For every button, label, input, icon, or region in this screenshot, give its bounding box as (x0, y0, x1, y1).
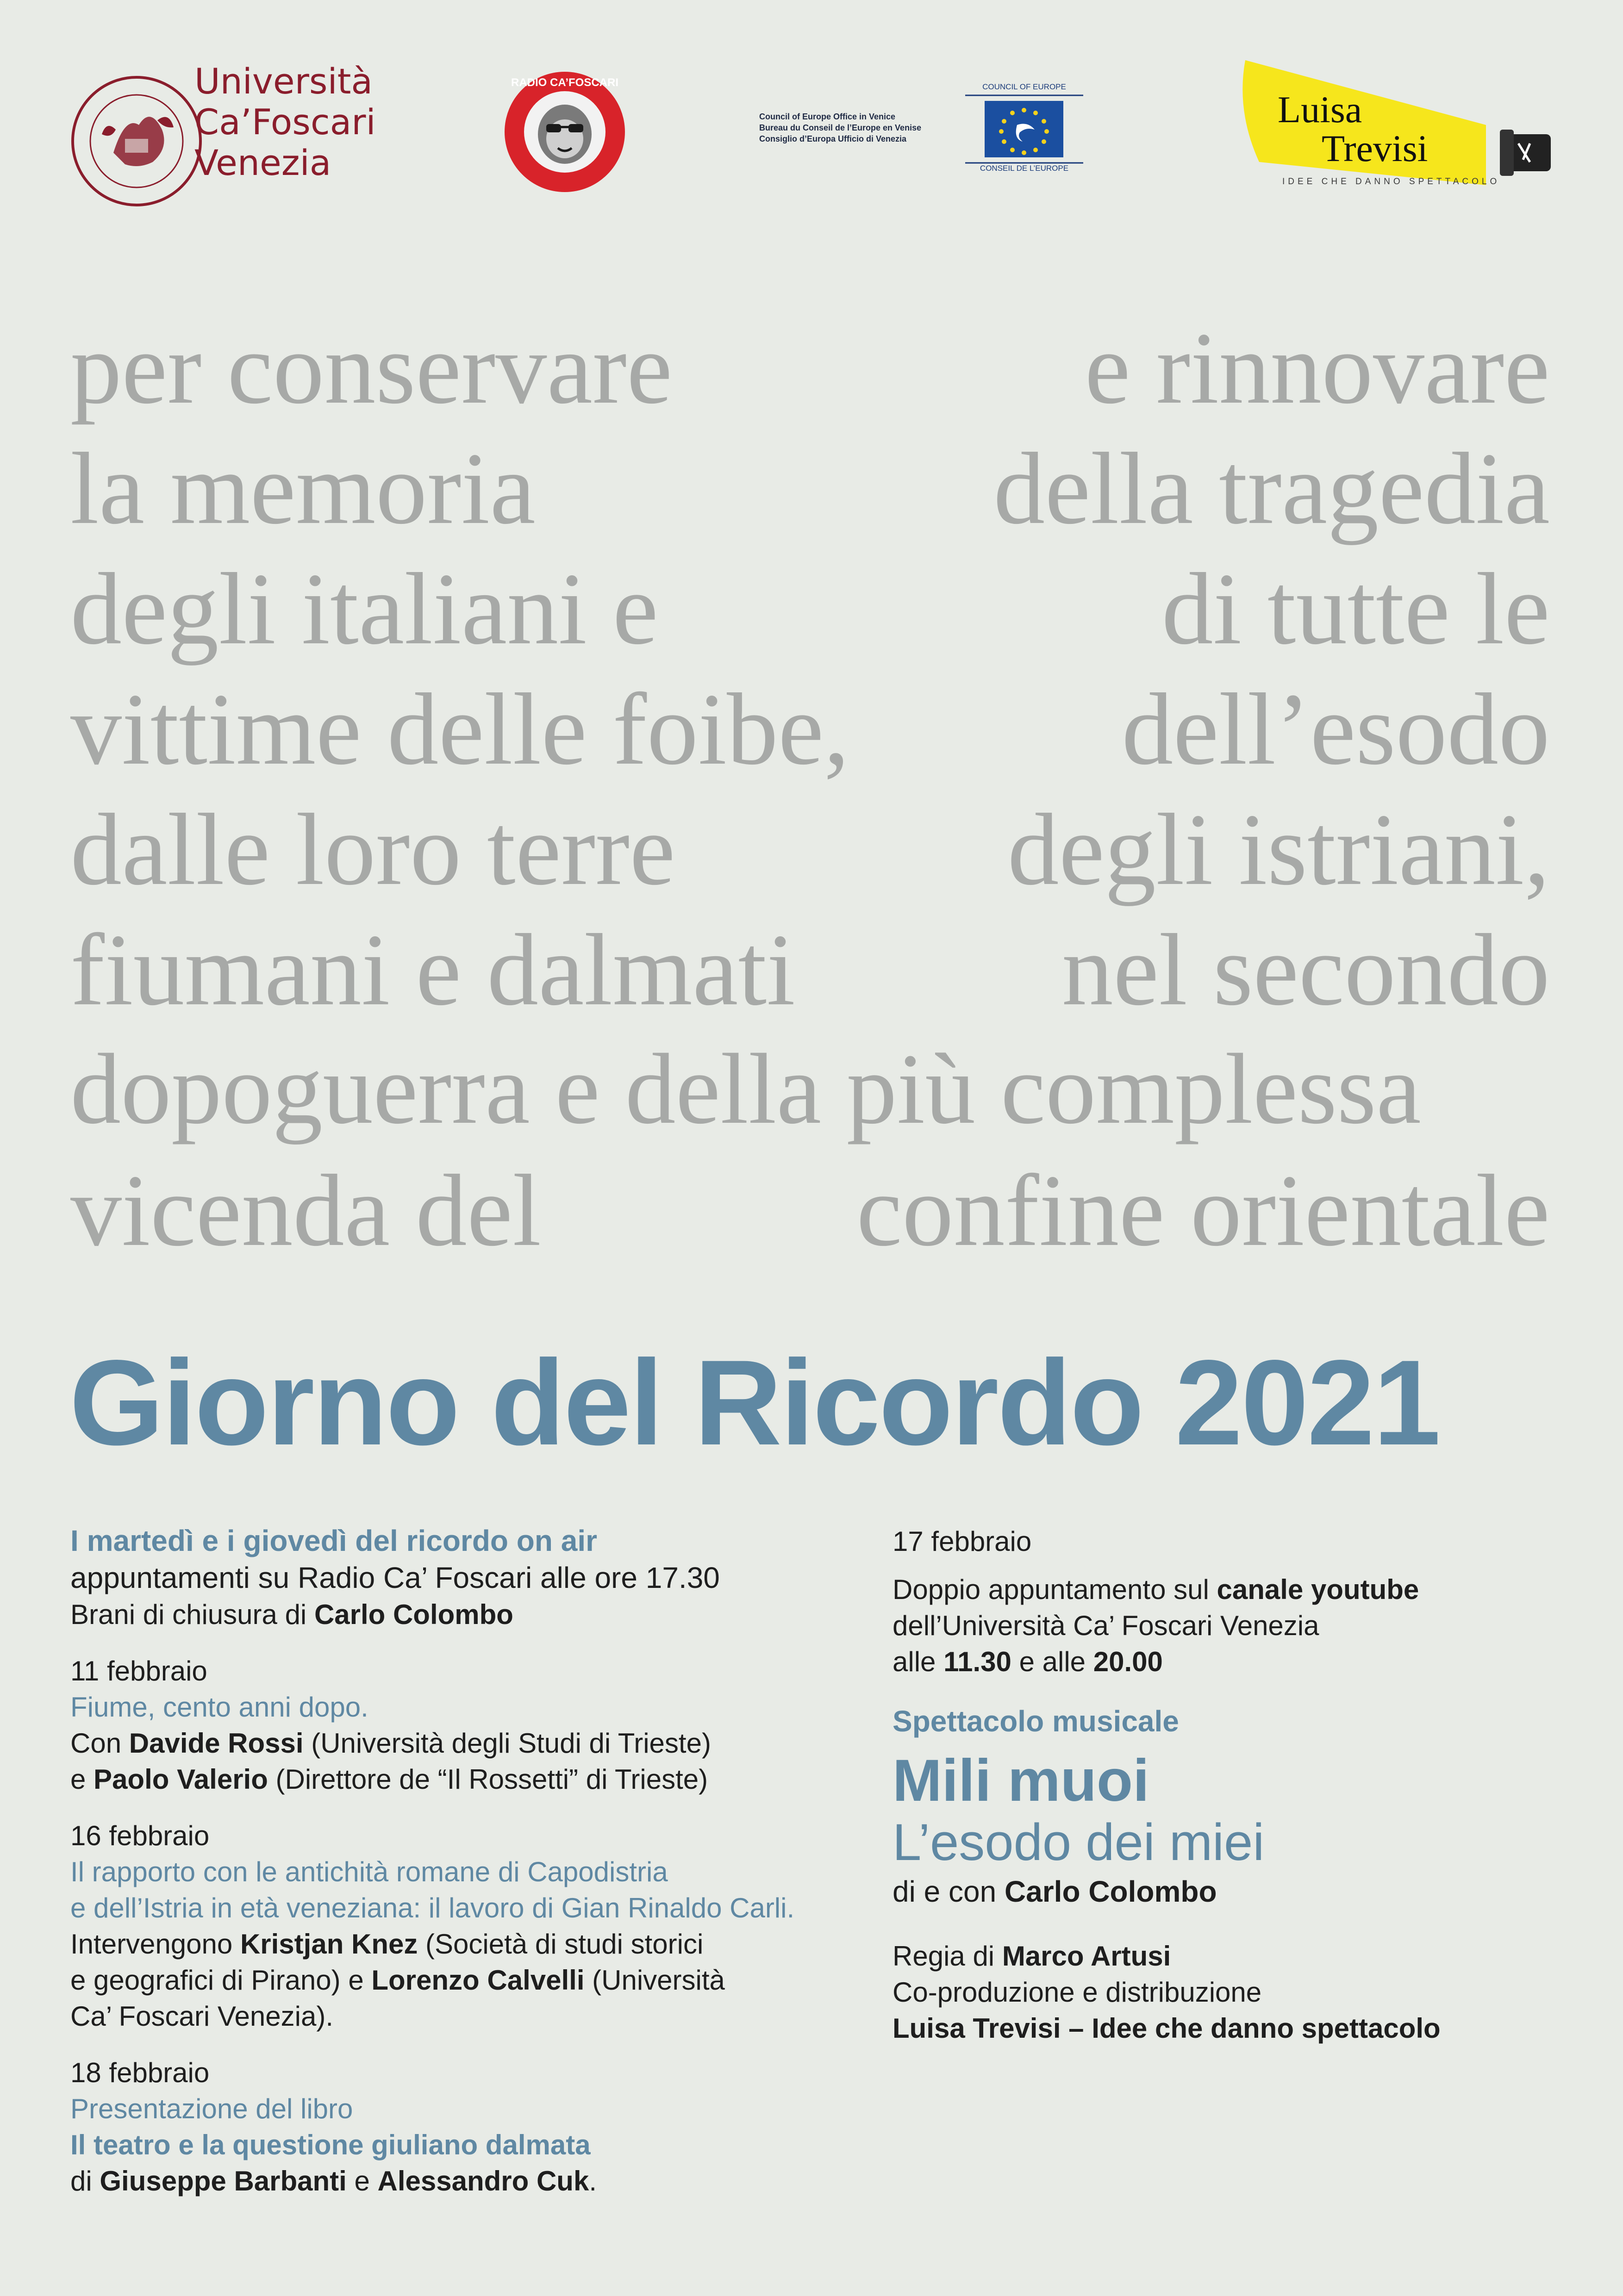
trevisi-line1: Luisa (1278, 88, 1362, 131)
director-name: Marco Artusi (1002, 1941, 1171, 1972)
performer-name: Carlo Colombo (1004, 1875, 1217, 1908)
speaker-name: Davide Rossi (129, 1728, 304, 1759)
right-column: 17 febbraio Doppio appuntamento sul canale youtube dell’Università Ca’ Foscari Venezia alle 11.30 e alle 20.00 Spettacolo musicale Mili muoi L’esodo dei miei di e con Carlo Colombo Regia di Marco Artusi Co-produzione e distribuzione Luisa Trevisi – Idee che danno spettacolo (893, 1524, 1550, 2047)
manifesto-right-line: dell’esodo (1122, 672, 1550, 786)
event-date: 18 febbraio (70, 2057, 210, 2088)
author-name: Giuseppe Barbanti (100, 2165, 347, 2196)
radio-series-subheading: appuntamenti su Radio Ca’ Foscari alle ore 17.30 (70, 1561, 720, 1594)
show-time: 11.30 (943, 1646, 1011, 1677)
left-column (70, 1523, 839, 2199)
manifesto-right-line: di tutte le (1161, 552, 1550, 666)
coe-line2: Bureau du Conseil de l’Europe en Venise (759, 123, 922, 132)
manifesto-left-line: vittime delle foibe, (70, 672, 849, 786)
trevisi-line2: Trevisi (1322, 127, 1428, 169)
radio-logo-text: RADIO CA’FOSCARI (511, 76, 619, 89)
coe-office-text (759, 111, 921, 144)
event-title: Il teatro e la questione giuliano dalmata (70, 2129, 591, 2160)
manifesto-left-line: degli italiani e (70, 552, 658, 666)
manifesto-left-line: per conservare (70, 311, 673, 425)
coe-line1: Council of Europe Office in Venice (759, 112, 896, 121)
event-date: 16 febbraio (70, 1820, 210, 1851)
manifesto-left-line: fiumani e dalmati (70, 913, 795, 1027)
event-item: 18 febbraio Presentazione del libro Il teatro e la questione giuliano dalmata di Giuseppe Barbanti e Alessandro Cuk. (70, 2055, 839, 2199)
unive-line1: Università (194, 61, 373, 102)
show-subtitle: L’esodo dei miei (893, 1813, 1265, 1871)
radio-cafoscari-logo (502, 69, 627, 194)
event-title: Fiume, cento anni dopo. (70, 1692, 368, 1723)
show-title: Mili muoi (893, 1748, 1149, 1814)
coe-flag-icon (965, 94, 1083, 164)
manifesto-right-line: confine orientale (856, 1154, 1550, 1268)
manifesto-right-line: nel secondo (1061, 913, 1550, 1027)
event-title: e dell’Istria in età veneziana: il lavoro di Gian Rinaldo Carli. (70, 1892, 795, 1923)
author-name: Alessandro Cuk (377, 2165, 589, 2196)
closing-credits: Brani di chiusura di Carlo Colombo (70, 1599, 513, 1630)
youtube-channel: canale youtube (1217, 1574, 1419, 1605)
speaker-name: Lorenzo Calvelli (371, 1965, 585, 1996)
event-kind: Presentazione del libro (70, 2093, 353, 2124)
event-item: 16 febbraio Il rapporto con le antichità romane di Capodistria e dell’Istria in età veneziana: il lavoro di Gian Rinaldo Carli. Intervengono Kristjan Knez (Società di studi storici e geografici di Pirano) e Lorenzo Calvelli (Università Ca’ Foscari Venezia). (70, 1818, 839, 2035)
trevisi-tagline: IDEE CHE DANNO SPETTACOLO (1282, 177, 1500, 187)
coe-bottom-label: CONSEIL DE L’EUROPE (980, 164, 1069, 173)
manifesto-left-line: la memoria (70, 432, 536, 546)
manifesto-left-line: dalle loro terre (70, 793, 675, 907)
manifesto-left-line: vicenda del (70, 1154, 541, 1268)
unive-line2: Ca’Foscari (194, 101, 376, 143)
closing-name: Carlo Colombo (314, 1599, 513, 1630)
production-company: Luisa Trevisi – Idee che danno spettacolo (893, 2013, 1441, 2044)
event-item: 11 febbraio Fiume, cento anni dopo. Con Davide Rossi (Università degli Studi di Trieste) e Paolo Valerio (Direttore de “Il Rossetti” di Trieste) (70, 1653, 839, 1798)
event-date: 11 febbraio (70, 1655, 207, 1686)
coe-logo (965, 82, 1083, 173)
manifesto-right-line: della tragedia (993, 432, 1550, 546)
manifesto-right-line: e rinnovare (1085, 311, 1550, 425)
event-title: Il rapporto con le antichità romane di Capodistria (70, 1856, 668, 1887)
manifesto-full-line: dopoguerra e della più complessa (70, 1033, 1421, 1145)
page-title: Giorno del Ricordo 2021 (69, 1335, 1440, 1470)
manifesto-right-line: degli istriani, (1007, 793, 1550, 907)
coe-line3: Consiglio d’Europa Ufficio di Venezia (759, 134, 907, 143)
speaker-name: Kristjan Knez (240, 1929, 418, 1960)
unive-line3: Venezia (194, 142, 331, 183)
event-date: 17 febbraio (893, 1526, 1032, 1557)
section-heading: Spettacolo musicale (893, 1705, 1179, 1738)
speaker-name: Paolo Valerio (94, 1764, 268, 1795)
coe-top-label: COUNCIL OF EUROPE (982, 82, 1066, 91)
radio-series-heading: I martedì e i giovedì del ricordo on air (70, 1524, 598, 1557)
unive-seal-icon (69, 74, 204, 208)
show-time: 20.00 (1093, 1646, 1163, 1677)
